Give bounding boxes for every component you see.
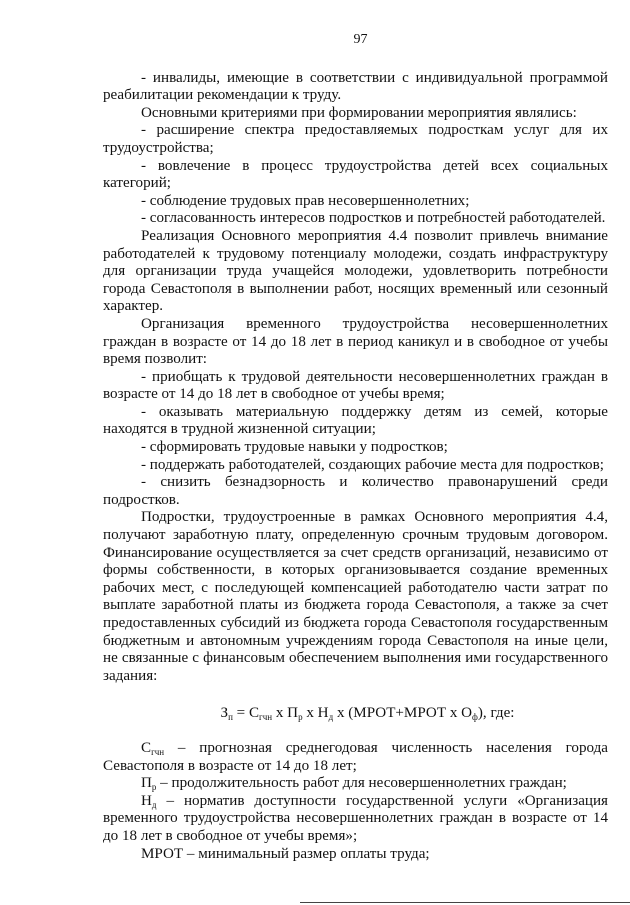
- formula: $З_п = С_{гчн}$ х $П_р$ х $Н_д$ х (МРОТ+МРОТ х $О_ф$), где:: [220, 705, 515, 723]
- paragraph: Организация временного трудоустройства несовершеннолетних граждан в возрасте от 14 до 18 лет в период каникул и в свободное от учебы время позволит:: [103, 315, 608, 368]
- paragraph: Основными критериями при формировании мероприятия являлись:: [141, 104, 577, 121]
- page-edge-divider: [300, 902, 630, 903]
- paragraph: - приобщать к трудовой деятельности несовершеннолетних граждан в возрасте от 14 до 18 лет в свободное от учебы время;: [103, 368, 608, 403]
- paragraph: - расширение спектра предоставляемых подросткам услуг для их трудоустройства;: [103, 122, 608, 156]
- paragraph: - оказывать материальную поддержку детям из семей, которые находятся в трудной жизненной ситуации;: [103, 403, 608, 438]
- definition: $П_р$ – продолжительность работ для несовершеннолетних граждан;: [141, 775, 567, 793]
- definition: $Н_д$ – норматив доступности государственной услуги «Организация временного трудоустройства несовершеннолетних граждан в возрасте от 14 до 18 лет в свободное от учебы время»;: [103, 792, 608, 844]
- definition: МРОТ – минимальный размер оплаты труда;: [141, 845, 430, 862]
- paragraph: - снизить безнадзорность и количество правонарушений среди подростков.: [103, 474, 608, 508]
- paragraph: - вовлечение в процесс трудоустройства детей всех социальных категорий;: [103, 157, 608, 192]
- paragraph: - согласованность интересов подростков и потребностей работодателей.: [141, 210, 606, 227]
- paragraph: - инвалиды, имеющие в соответствии с индивидуальной программой реабилитации рекомендации к труду.: [103, 69, 608, 104]
- paragraph: Реализация Основного мероприятия 4.4 позволит привлечь внимание работодателей к трудовому потенциалу молодежи, создать инфраструктуру для организации труда учащейся молодежи, удовлетворить потребности города Севастополя в выполнении работ, носящих временный или сезонный характер.: [103, 227, 608, 315]
- paragraph: - сформировать трудовые навыки у подростков;: [141, 439, 448, 456]
- page-number: 97: [353, 32, 368, 47]
- paragraph: Подростки, трудоустроенные в рамках Основного мероприятия 4.4, получают заработную плату, определенную срочным трудовым договором. Финансирование осуществляется за счет средств организаций, независимо от формы собственности, в которых организовывается создание временных рабочих мест, с последующей компенсацией работодателю части затрат по выплате заработной платы из бюджета города Севастополя, а также за счет предоставленных субсидий из бюджета города Севастополя государственным бюджетным и автономным учреждениям города Севастополя на иные цели, не связанные с финансовым обеспечением выполнения ими государственного задания:: [103, 509, 608, 684]
- paragraph: - поддержать работодателей, создающих рабочие места для подростков;: [141, 456, 604, 473]
- paragraph: - соблюдение трудовых прав несовершеннолетних;: [141, 192, 470, 209]
- definition: $С_{гчн}$ – прогнозная среднегодовая численность населения города Севастополя в возрасте от 14 до 18 лет;: [103, 739, 608, 774]
